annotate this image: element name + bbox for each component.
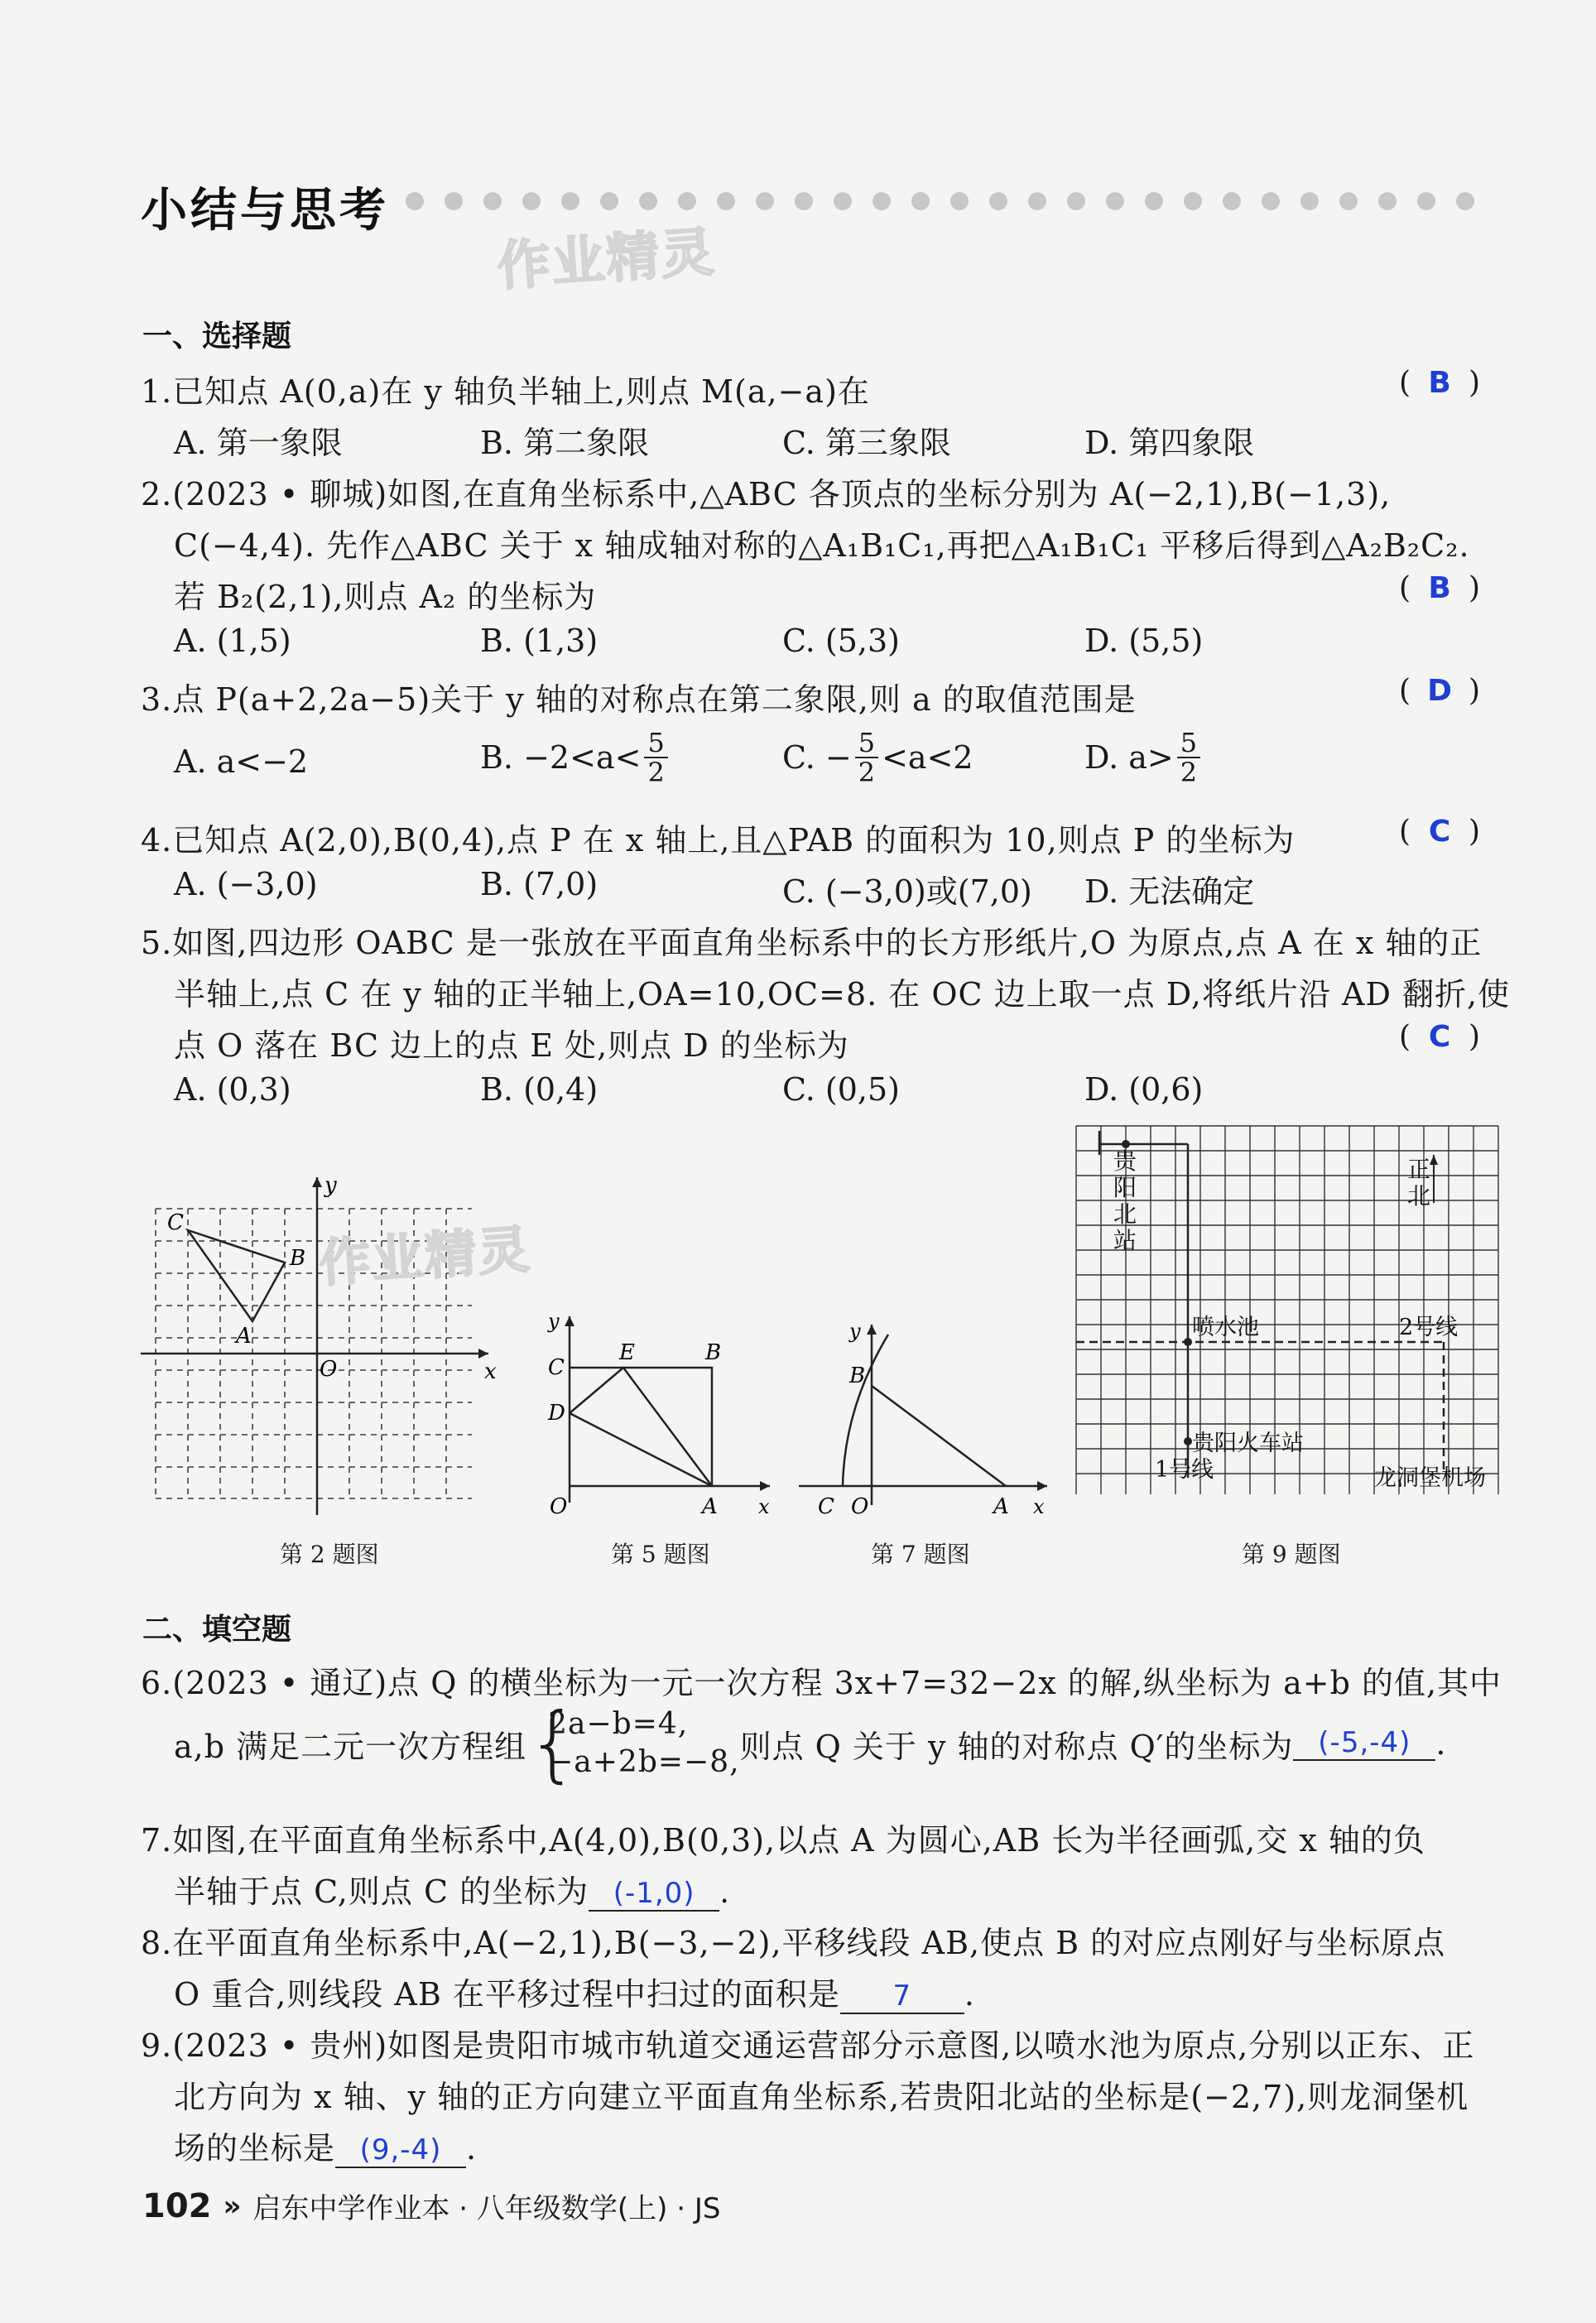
book-title: 启东中学作业本 · 八年级数学(上) · JS	[252, 2192, 721, 2225]
q5-line3: 点 O 落在 BC 边上的点 E 处,则点 D 的坐标为	[174, 1027, 849, 1064]
q9-answer: (9,-4)	[335, 2133, 466, 2168]
page-footer	[142, 2186, 720, 2226]
q7-line1: 7.如图,在平面直角坐标系中,A(4,0),B(0,3),以点 A 为圆心,AB 长为半径画弧,交 x 轴的负	[141, 1822, 1425, 1859]
fig7-label-a: A	[993, 1494, 1009, 1519]
fig5-label-e: E	[619, 1340, 635, 1365]
q1-option-b: B. 第二象限	[480, 425, 650, 461]
q2-answer: B	[1428, 571, 1451, 605]
fig2-label-x: x	[484, 1359, 497, 1384]
fig9-north-station-2: 阳	[1113, 1174, 1137, 1201]
fig9-station: 贵阳火车站	[1192, 1431, 1304, 1456]
watermark: 作业精灵	[495, 221, 718, 299]
double-chevron-icon: »	[223, 2189, 242, 2223]
fig9-north-station-1: 贵	[1113, 1147, 1137, 1175]
fig9-north-2: 北	[1407, 1182, 1431, 1210]
q1-option-a: A. 第一象限	[174, 425, 343, 461]
q4-option-a: A. (−3,0)	[174, 866, 318, 902]
fig2-label-y: y	[324, 1173, 337, 1198]
fig5-label-a: A	[702, 1494, 718, 1519]
q9-line1: 9.(2023 • 贵州)如图是贵阳市城市轨道交通运营部分示意图,以喷水池为原点,分别以正东、正	[141, 2027, 1475, 2064]
q7-answer: (-1,0)	[589, 1877, 719, 1912]
q6-equation-system: { 2a−b=4, −a+2b=−8,	[526, 1695, 740, 1792]
title-dots-decoration	[406, 192, 1507, 212]
q8-line1: 8.在平面直角坐标系中,A(−2,1),B(−3,−2),平移线段 AB,使点 B 的对应点刚好与坐标原点	[141, 1925, 1446, 1961]
q9-line2: 北方向为 x 轴、y 轴的正方向建立平面直角坐标系,若贵阳北站的坐标是(−2,7),则龙洞堡机	[174, 2079, 1469, 2115]
fig9-line1: 1号线	[1155, 1457, 1214, 1483]
fig9-caption: 第 9 题图	[1242, 1541, 1341, 1568]
fig2-label-c: C	[167, 1210, 184, 1235]
q2-option-d: D. (5,5)	[1084, 623, 1204, 659]
q4-answer: C	[1428, 815, 1451, 849]
q2-line2: C(−4,4). 先作△ABC 关于 x 轴成轴对称的△A₁B₁C₁,再把△A₁B₁C₁ 平移后得到△A₂B₂C₂.	[174, 527, 1470, 564]
q3-option-a: A. a<−2	[174, 743, 309, 780]
q5-answer: C	[1428, 1020, 1451, 1054]
fig2-label-a: A	[236, 1324, 252, 1349]
fig7-label-o: O	[851, 1494, 869, 1519]
fig5-caption: 第 5 题图	[611, 1541, 710, 1568]
q3-option-d: D. a> $\frac{5}{2}$	[1084, 729, 1204, 786]
fig5-label-b: B	[705, 1340, 722, 1365]
q4-option-d: D. 无法确定	[1084, 873, 1255, 910]
fig7-label-y: y	[849, 1320, 861, 1343]
q1-text: 1.已知点 A(0,a)在 y 轴负半轴上,则点 M(a,−a)在	[141, 373, 870, 410]
fig7-caption: 第 7 题图	[871, 1541, 970, 1568]
q5-option-c: C. (0,5)	[782, 1071, 900, 1108]
figure-5	[530, 1300, 778, 1523]
fig5-label-c: C	[548, 1355, 565, 1380]
q9-line3: 场的坐标是 (9,-4) .	[174, 2130, 478, 2167]
fig9-fountain: 喷水池	[1192, 1315, 1259, 1340]
fig9-north-station-4: 站	[1113, 1227, 1137, 1254]
q2-line1: 2.(2023 • 聊城)如图,在直角坐标系中,△ABC 各顶点的坐标分别为 A(−2,1),B(−1,3),	[141, 476, 1392, 512]
fig9-north-station-3: 北	[1113, 1200, 1137, 1228]
fig9-line2: 2号线	[1399, 1315, 1459, 1340]
fig7-label-x: x	[1033, 1495, 1045, 1518]
q5-option-a: A. (0,3)	[174, 1071, 291, 1108]
fig5-label-x: x	[758, 1495, 770, 1518]
q2-line3: 若 B₂(2,1),则点 A₂ 的坐标为	[174, 579, 597, 615]
q4-text: 4.已知点 A(2,0),B(0,4),点 P 在 x 轴上,且△PAB 的面积为 10,则点 P 的坐标为	[141, 822, 1296, 858]
fig9-airport: 龙洞堡机场	[1374, 1465, 1486, 1491]
q8-line2: O 重合,则线段 AB 在平移过程中扫过的面积是 7 .	[174, 1976, 975, 2013]
section-title	[141, 174, 389, 240]
fig5-label-y: y	[548, 1310, 560, 1333]
q3-option-c: C. − $\frac{5}{2}$ <a<2	[782, 727, 973, 788]
q3-answer-box: ( D )	[1399, 674, 1481, 708]
q2-option-c: C. (5,3)	[782, 623, 900, 659]
q7-line2: 半轴于点 C,则点 C 的坐标为 (-1,0) .	[174, 1873, 731, 1910]
fig2-label-b: B	[290, 1246, 306, 1271]
q3-option-b: B. −2<a< $\frac{5}{2}$	[480, 729, 671, 786]
q5-option-b: B. (0,4)	[480, 1071, 598, 1108]
q1-option-d: D. 第四象限	[1084, 425, 1255, 461]
q5-line1: 5.如图,四边形 OABC 是一张放在平面直角坐标系中的长方形纸片,O 为原点,点 A 在 x 轴的正	[141, 925, 1483, 961]
q6-line1: 6.(2023 • 通辽)点 Q 的横坐标为一元一次方程 3x+7=32−2x 的解,纵坐标为 a+b 的值,其中	[141, 1665, 1502, 1701]
q4-option-c: C. (−3,0)或(7,0)	[782, 873, 1032, 910]
fig7-label-c: C	[818, 1494, 834, 1519]
section-choice: 一、选择题	[142, 320, 292, 354]
q3-answer: D	[1427, 674, 1452, 708]
q8-answer: 7	[840, 1979, 964, 2014]
fig9-north-1: 正	[1407, 1156, 1431, 1183]
figure-watermark: 作业精灵	[317, 1219, 533, 1294]
page-title: 小结与思考	[141, 184, 389, 238]
q1-option-c: C. 第三象限	[782, 425, 951, 461]
fig2-caption: 第 2 题图	[280, 1541, 379, 1568]
fig5-label-o: O	[550, 1494, 568, 1519]
section-fill: 二、填空题	[142, 1613, 292, 1647]
q2-option-b: B. (1,3)	[480, 623, 598, 659]
q1-answer: B	[1428, 366, 1451, 400]
q4-option-b: B. (7,0)	[480, 866, 598, 902]
triangle-abc	[188, 1230, 285, 1321]
q3-text: 3.点 P(a+2,2a−5)关于 y 轴的对称点在第二象限,则 a 的取值范围是	[141, 681, 1137, 718]
q6-answer: (-5,-4)	[1293, 1726, 1435, 1761]
q5-option-d: D. (0,6)	[1084, 1071, 1204, 1108]
q2-answer-box: ( B )	[1399, 571, 1481, 605]
fig2-label-o: O	[320, 1357, 338, 1382]
figure-9	[1068, 1118, 1515, 1523]
q6-line2: a,b 满足二元一次方程组 { 2a−b=4, −a+2b=−8, 则点 Q 关于 y 轴的对称点 Q′的坐标为 (-5,-4) .	[174, 1695, 1447, 1792]
q1-answer-box: ( B )	[1399, 366, 1481, 400]
fig5-label-d: D	[548, 1401, 565, 1426]
page-number: 102	[142, 2186, 212, 2225]
fig7-label-b: B	[849, 1364, 866, 1388]
q2-option-a: A. (1,5)	[174, 623, 291, 659]
figure-7	[795, 1300, 1051, 1523]
q5-answer-box: ( C )	[1399, 1020, 1481, 1054]
q5-line2: 半轴上,点 C 在 y 轴的正半轴上,OA=10,OC=8. 在 OC 边上取一点 D,将纸片沿 AD 翻折,使	[174, 976, 1511, 1012]
q4-answer-box: ( C )	[1399, 815, 1481, 849]
